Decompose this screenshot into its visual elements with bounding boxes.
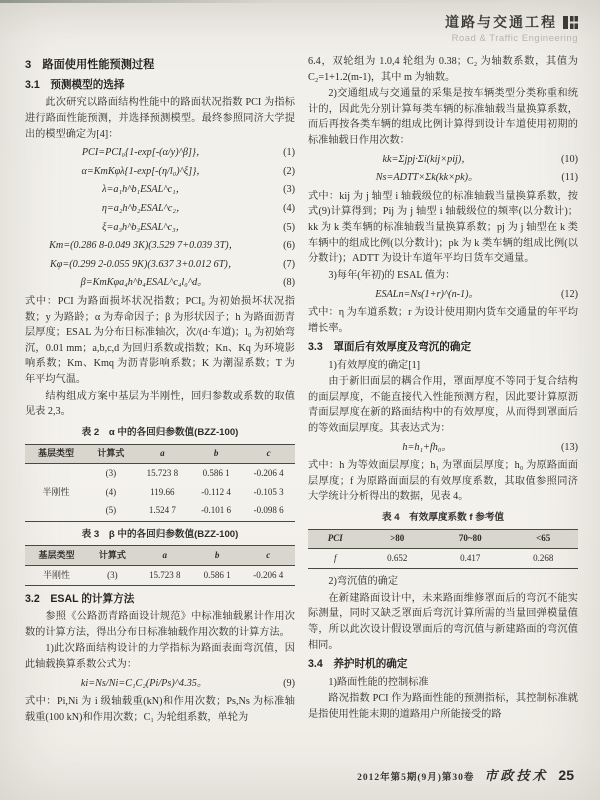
equation-body: PCI=PCI₀{1-exp[-(α/y)^β]}， (81, 147, 207, 159)
equation-number: (10) (561, 153, 578, 165)
table-cell: -0.098 6 (253, 505, 284, 516)
table-cell: 半刚性 (42, 569, 70, 580)
table-cell: -0.112 4 (201, 486, 231, 497)
column-header: c (266, 549, 271, 560)
equation-number: (1) (283, 147, 295, 159)
paragraph: 1)有效厚度的确定[1] (328, 359, 421, 371)
section-title-en: Road & Traffic Engineering (451, 33, 578, 44)
table-cell: -0.206 4 (253, 569, 284, 580)
heading-section-3-4: 3.4 养护时机的确定 (308, 658, 408, 671)
table-cell: -0.105 3 (253, 486, 284, 497)
equation-number: (7) (283, 258, 295, 270)
column-left (25, 54, 295, 758)
column-header: 计算式 (97, 448, 125, 459)
equation-body: β=KmKφa₄h^b₄ESAL^c₄l₀^d。 (80, 277, 208, 289)
table-header-row (308, 529, 578, 549)
column-header: 计算式 (98, 549, 126, 560)
equation-number: (8) (283, 277, 295, 289)
column-header: b (213, 448, 219, 459)
table-cell: 0.586 1 (203, 569, 231, 580)
paragraph: 在新建路面设计中，未来路面维修罩面后的弯沉不能实际测量，同时又缺乏罩面后弯沉计算所需的当量回弹模量值等，所以此次设计假设罩面后的弯沉值与新建路面的弯沉值相同。 (308, 592, 578, 651)
paragraph-continuation: 6.4，双轮组为 1.0,4 轮组为 0.38；C₂ 为轴数系数，其值为 C₂=1+1.2(m-1)，其中 m 为轴数。 (308, 56, 578, 83)
table-2-caption: 表 2 α 中的各回归参数值(BZZ-100) (81, 426, 239, 438)
equation-body: ESALn=Ns(1+r)^(n-1)。 (375, 288, 479, 300)
table-cell: (5) (105, 505, 117, 516)
equation-10 (308, 152, 578, 168)
paragraph: 2)弯沉值的确定 (328, 576, 399, 588)
article-body (25, 54, 578, 758)
column-header: PCI (327, 533, 343, 544)
table-cell: f (333, 552, 337, 563)
equation-body: ki=Ns/Ni=C₁C₂(Pi/Ps)^4.35。 (80, 677, 208, 689)
equation-body: h=h₁+fh₀。 (402, 441, 452, 453)
paragraph: 此次研究以路面结构性能中的路面状况指数 PCI 为指标进行路面性能预测，并选择预测模型。最终参照同济大学提出的模型确定为[4]： (25, 97, 295, 140)
column-header: 70~80 (458, 533, 482, 544)
equation-number: (13) (561, 441, 578, 453)
heading-section-3-2: 3.2 ESAL 的计算方法 (25, 592, 135, 605)
table-cell: 15.723 8 (146, 467, 179, 478)
equation-7 (25, 257, 295, 273)
equation-body: ξ=a₃h^b₃ESAL^c₃， (102, 221, 186, 233)
equation-number: (3) (283, 184, 295, 196)
equation-body: Kφ=(0.299 2-0.055 9K)(3.637 3+0.012 6T)， (49, 258, 239, 270)
paragraph: 1)路面性能的控制标准 (328, 676, 429, 688)
table-cell: (4) (105, 486, 117, 497)
equation-body: λ=a₁h^b₁ESAL^c₁， (102, 184, 186, 196)
table-header-row (25, 546, 295, 566)
equation-4 (25, 201, 295, 217)
equation-number: (4) (283, 203, 295, 214)
equation-11 (308, 170, 578, 186)
table-header-row (25, 444, 295, 464)
paragraph: 结构组成方案中基层为半刚性，回归参数或系数的取值见表 2,3。 (25, 390, 295, 418)
table-row (25, 464, 295, 483)
heading-section-3-3: 3.3 罩面后有效厚度及弯沉的确定 (308, 341, 472, 354)
page-header (445, 12, 578, 44)
section-badge-icon (563, 16, 578, 29)
table-cell: 0.652 (387, 552, 408, 563)
table-3 (25, 545, 295, 586)
equation-body: Ns=ADTT×Σk(kk×pk)。 (375, 172, 479, 184)
column-header: 基层类型 (37, 448, 74, 459)
table-4 (308, 529, 578, 570)
equation-3 (25, 182, 295, 198)
paragraph: 由于新旧面层的耦合作用，罩面厚度不等同于复合结构的面层厚度，不能直接代入性能预测方程，因此要计算原沥青面层厚度在新的路面结构中的有效厚度，从而得到罩面后的等效面层厚度。其表达式为： (308, 376, 578, 434)
footer-journal-name: 市政技术 (484, 768, 549, 783)
paragraph-variable-definitions: 式中：kij 为 j 轴型 i 轴载级位的标准轴载当量换算系数，按式(9)计算得到；Pij 为 j 轴型 i 轴载级位的频率(以分数计)；kk 为 k 类车辆的标准轴载当量换算系数；pj 为 j 轴型在 k 类车辆中的组成比例(以分数计)；pk 为 k 类车辆的组成比例(以分数计)；ADTT 为设计车道年平均日货车交通量。 (308, 190, 578, 265)
section-title-cn: 道路与交通工程 (445, 14, 557, 30)
paragraph-variable-definitions: 式中：PCI 为路面损坏状况指数；PCI₀ 为初始损坏状况指数；y 为路龄；α 为寿命因子；β 为形状因子；h 为路面沥青层厚度；ESAL 为分布日标准轴次，次/(d·车道)；l₀ 为初始弯沉，0.01 mm；a,b,c,d 为回归系数或指数；Kn、Kq 为环境影响系数；Km、Kmq 为沥青影响系数；K 为潮湿系数；T 为年平均气温。 (25, 296, 295, 386)
equation-number: (12) (561, 288, 578, 300)
equation-body: α=KmKφλ{1-exp[-(η/l₀)^ξ]}， (81, 165, 207, 177)
paragraph-variable-definitions: 式中：Pi,Ni 为 i 级轴载重(kN)和作用次数；Ps,Ns 为标准轴载重(100 kN)和作用次数；C₁ 为轮组系数，单轮为 (25, 696, 295, 723)
paragraph: 1)此次路面结构设计的力学指标为路面表面弯沉值，因此轴载换算系数公式为： (25, 643, 295, 670)
paragraph: 参照《公路沥青路面设计规范》中标准轴载累计作用次数的计算方法，得出分布日标准轴载作用次数的计算方法。 (25, 611, 295, 638)
table-cell: -0.101 6 (201, 505, 232, 516)
paragraph-variable-definitions: 式中：h 为等效面层厚度；h₁ 为罩面层厚度；h₀ 为原路面面层厚度；f 为原路面面层的有效厚度系数，其取值参照同济大学统计分析得出的数据，见表 4。 (308, 460, 578, 503)
equation-12 (308, 287, 578, 303)
column-header: a (160, 448, 165, 459)
column-header: <65 (536, 533, 551, 544)
paragraph: 2)交通组成与交通量的采集是按车辆类型分类称重和统计的，因此先分别计算每类车辆的标准轴载当量换算系数，而后再按各类车辆的组成比例计算得到设计车道使用初期的标准轴载日作用次数： (308, 88, 578, 147)
table-cell: 119.66 (150, 486, 175, 497)
table-cell: 0.417 (460, 552, 481, 563)
equation-1 (25, 145, 295, 161)
equation-body: Km=(0.286 8-0.049 3K)(3.529 7+0.039 3T)， (49, 240, 239, 252)
column-header: 基层类型 (38, 549, 75, 560)
column-header: a (162, 549, 167, 560)
equation-number: (11) (561, 172, 578, 184)
heading-section-3: 3 路面使用性能预测过程 (25, 59, 155, 71)
equation-number: (5) (283, 221, 295, 233)
equation-number: (6) (283, 240, 295, 252)
table-row (308, 549, 578, 569)
table-row (25, 566, 295, 586)
footer-page-number: 25 (558, 767, 574, 783)
paragraph: 3)每年(年初)的 ESAL 值为： (328, 269, 456, 281)
paragraph-variable-definitions: 式中：η 为车道系数；r 为设计使用期内货车交通量的年平均增长率。 (308, 307, 578, 334)
equation-6 (25, 238, 295, 254)
table-cell: (3) (107, 569, 118, 580)
paragraph: 路况指数 PCI 作为路面性能的预测指标，其控制标准就是指使用性能末期的道路用户所能接受的路 (308, 693, 578, 720)
table-cell: 1.524 7 (148, 505, 176, 516)
equation-2 (25, 164, 295, 180)
heading-section-3-1: 3.1 预测模型的选择 (25, 79, 125, 92)
table-cell: 0.268 (533, 552, 554, 563)
column-header: b (214, 549, 220, 560)
equation-9 (25, 676, 295, 692)
table-2 (25, 444, 295, 522)
equation-number: (2) (283, 165, 295, 177)
table-cell: 半刚性 (42, 486, 70, 497)
equation-body: η=a₂h^b₂ESAL^c₂， (101, 203, 187, 214)
table-cell: 15.723 8 (148, 569, 181, 580)
column-header: c (266, 448, 271, 459)
table-3-caption: 表 3 β 中的各回归参数值(BZZ-100) (81, 528, 239, 540)
table-4-caption: 表 4 有效厚度系数 f 参考值 (381, 512, 505, 524)
table-cell: -0.206 4 (253, 467, 284, 478)
equation-5 (25, 220, 295, 236)
equation-number: (9) (283, 677, 295, 689)
column-header: >80 (390, 533, 405, 544)
column-right (308, 54, 578, 758)
table-cell: 0.586 1 (202, 467, 230, 478)
equation-13 (308, 440, 578, 456)
table-cell: (3) (105, 467, 117, 478)
footer-issue-info: 2012年第5期(9月)第30卷 (357, 773, 475, 783)
equation-8 (25, 275, 295, 291)
equation-body: kk=Σjpj·Σi(kij×pij)， (382, 153, 472, 165)
page-footer (357, 765, 574, 784)
